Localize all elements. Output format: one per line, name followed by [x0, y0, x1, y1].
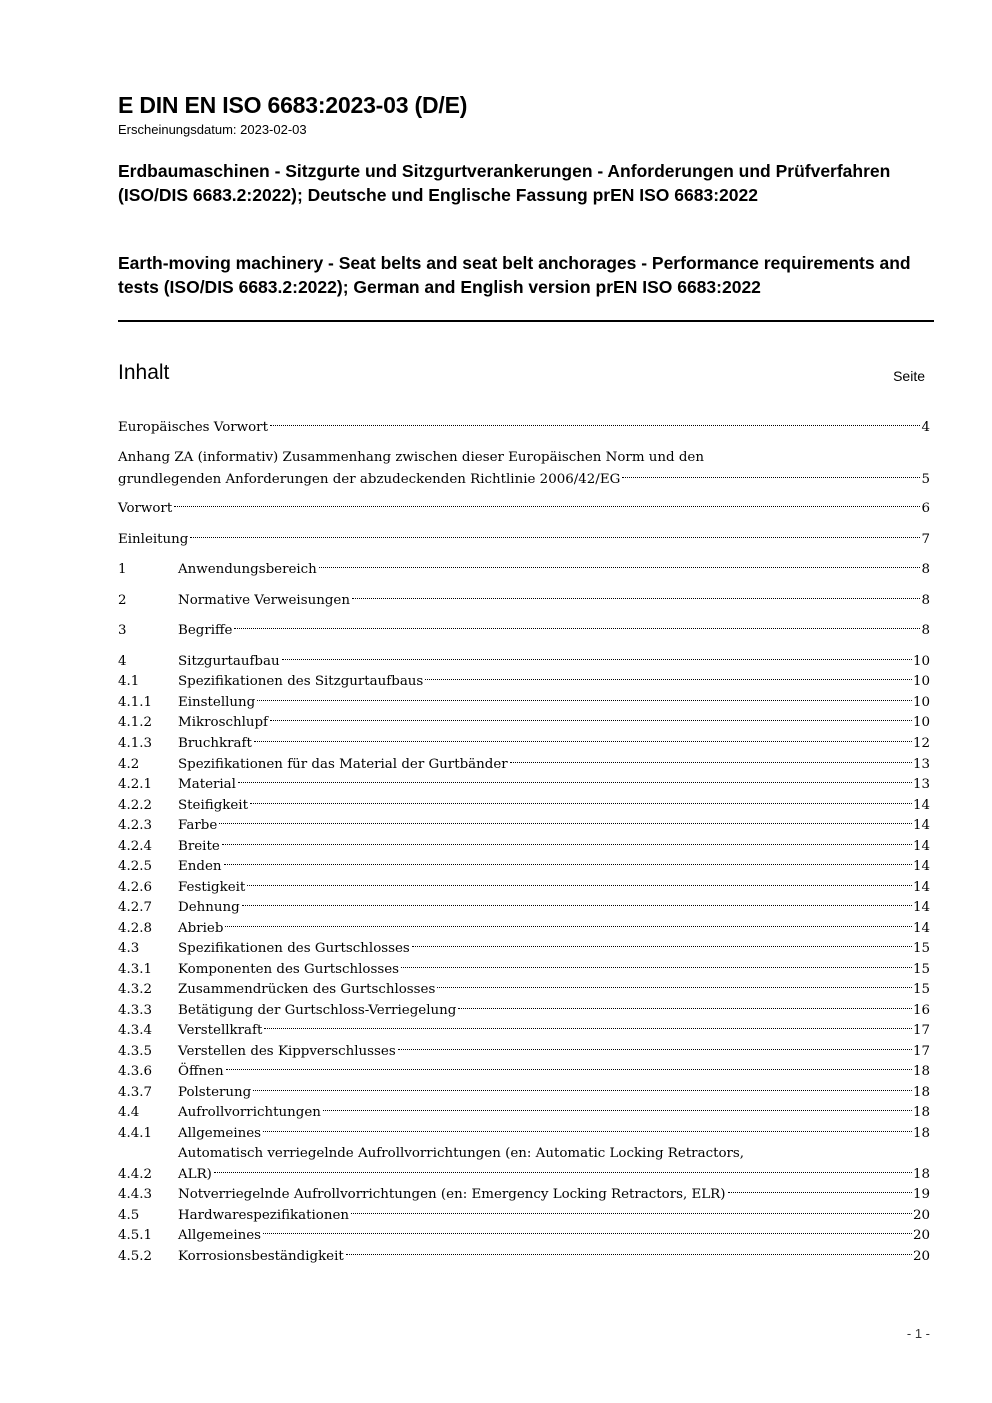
toc-entry-title: Polsterung — [178, 1085, 252, 1100]
toc-entry[interactable] — [118, 939, 930, 959]
toc-entry-number: 4.2.7 — [118, 900, 153, 915]
toc-dot-leader — [437, 987, 912, 988]
toc-dot-leader — [238, 782, 912, 783]
toc-entry[interactable] — [118, 980, 930, 1000]
toc-entry[interactable] — [118, 470, 930, 490]
toc-entry-number: 4.2 — [118, 757, 140, 772]
toc-dot-leader — [257, 700, 912, 701]
toc-entry-title: Bruchkraft — [178, 736, 252, 751]
toc-entry-number: 4.5 — [118, 1208, 140, 1223]
toc-dot-leader — [352, 598, 921, 599]
toc-entry-page: 14 — [912, 818, 930, 833]
toc-entry[interactable] — [118, 837, 930, 857]
toc-dot-leader — [401, 967, 912, 968]
table-of-contents — [118, 0, 930, 1403]
toc-entry-number: 4.3 — [118, 941, 140, 956]
toc-entry-title: Breite — [178, 839, 220, 854]
toc-entry-title: Mikroschlupf — [178, 715, 269, 730]
toc-entry-page: 20 — [912, 1228, 930, 1243]
toc-entry-title: Verstellkraft — [178, 1023, 263, 1038]
toc-entry-title: Notverriegelnde Aufrollvorrichtungen (en: Emergency Locking Retractors, ELR) — [178, 1187, 726, 1202]
toc-entry-number: 4.4.2 — [118, 1167, 153, 1182]
toc-entry-title: ALR) — [178, 1167, 212, 1182]
toc-entry-page: 18 — [912, 1064, 930, 1079]
toc-entry-page: 12 — [912, 736, 930, 751]
toc-entry-title: Material — [178, 777, 236, 792]
toc-dot-leader — [728, 1192, 912, 1193]
toc-dot-leader — [319, 567, 921, 568]
toc-entry-page: 18 — [912, 1085, 930, 1100]
toc-entry-title: Komponenten des Gurtschlosses — [178, 962, 400, 977]
toc-entry[interactable] — [118, 1226, 930, 1246]
toc-entry-page: 16 — [912, 1003, 930, 1018]
toc-page-column-heading: Seite — [893, 368, 925, 384]
toc-entry-number: 4.3.1 — [118, 962, 153, 977]
toc-entry[interactable] — [118, 418, 930, 438]
toc-entry-number: 1 — [118, 562, 127, 577]
toc-dot-leader — [253, 1090, 912, 1091]
toc-dot-leader — [190, 537, 920, 538]
toc-dot-leader — [242, 905, 912, 906]
toc-entry-page: 14 — [912, 798, 930, 813]
toc-entry-title: Anwendungsbereich — [178, 562, 317, 577]
toc-entry[interactable] — [118, 652, 930, 672]
toc-entry[interactable] — [118, 775, 930, 795]
toc-entry[interactable] — [118, 693, 930, 713]
toc-entry-page: 8 — [921, 593, 930, 608]
toc-entry-number: 4.4 — [118, 1105, 140, 1120]
toc-entry[interactable] — [118, 1185, 930, 1205]
toc-entry-page: 10 — [912, 695, 930, 710]
toc-entry-page: 20 — [912, 1208, 930, 1223]
toc-entry[interactable] — [118, 1062, 930, 1082]
toc-dot-leader — [351, 1213, 912, 1214]
toc-entry[interactable] — [118, 734, 930, 754]
toc-dot-leader — [270, 425, 921, 426]
toc-entry-title: Zusammendrücken des Gurtschlosses — [178, 982, 436, 997]
toc-dot-leader — [224, 864, 912, 865]
toc-entry-page: 17 — [912, 1044, 930, 1059]
toc-entry-page: 10 — [912, 674, 930, 689]
toc-entry[interactable] — [118, 1247, 930, 1267]
toc-entry[interactable] — [118, 1042, 930, 1062]
toc-entry-page: 13 — [912, 777, 930, 792]
toc-entry-title: Sitzgurtaufbau — [178, 654, 280, 669]
title-german: Erdbaumaschinen - Sitzgurte und Sitzgurtverankerungen - Anforderungen und Prüfverfahren (ISO/DIS 6683.2:2022); Deutsche und Englische Fassung prEN ISO 6683:2022 — [118, 161, 891, 205]
toc-entry[interactable] — [118, 878, 930, 898]
toc-entry[interactable] — [118, 560, 930, 580]
toc-entry[interactable] — [118, 1124, 930, 1144]
publication-date: Erscheinungsdatum: 2023-02-03 — [118, 122, 307, 137]
toc-entry-number: 4.2.5 — [118, 859, 153, 874]
toc-entry[interactable] — [118, 1206, 930, 1226]
toc-entry-number: 4.3.4 — [118, 1023, 153, 1038]
toc-entry-page: 7 — [921, 532, 930, 547]
toc-entry-page: 14 — [912, 839, 930, 854]
toc-entry-number: 3 — [118, 623, 127, 638]
toc-entry-page: 14 — [912, 859, 930, 874]
toc-entry-number: 4.2.4 — [118, 839, 153, 854]
toc-dot-leader — [254, 741, 912, 742]
toc-dot-leader — [270, 720, 912, 721]
toc-entry-title: Enden — [178, 859, 222, 874]
toc-entry-title: Spezifikationen für das Material der Gurtbänder — [178, 757, 508, 772]
toc-entry-page: 15 — [912, 982, 930, 997]
toc-entry-title: Aufrollvorrichtungen — [178, 1105, 321, 1120]
toc-entry-title: grundlegenden Anforderungen der abzudeckenden Richtlinie 2006/42/EG — [118, 472, 621, 487]
toc-entry-page: 10 — [912, 654, 930, 669]
toc-entry-page: 15 — [912, 941, 930, 956]
toc-entry-title: Festigkeit — [178, 880, 246, 895]
toc-entry-title: Betätigung der Gurtschloss-Verriegelung — [178, 1003, 457, 1018]
toc-entry-title: Dehnung — [178, 900, 240, 915]
toc-entry[interactable] — [118, 919, 930, 939]
toc-entry-title-line1: Anhang ZA (informativ) Zusammenhang zwischen dieser Europäischen Norm und den — [118, 450, 704, 465]
toc-entry[interactable] — [118, 591, 930, 611]
toc-entry[interactable] — [118, 1103, 930, 1123]
toc-entry[interactable] — [118, 621, 930, 641]
toc-entry-number: 4.4.3 — [118, 1187, 153, 1202]
toc-entry-title: Steifigkeit — [178, 798, 248, 813]
toc-dot-leader — [425, 679, 912, 680]
toc-entry-title: Verstellen des Kippverschlusses — [178, 1044, 396, 1059]
toc-entry[interactable] — [118, 530, 930, 550]
toc-heading: Inhalt — [118, 361, 170, 384]
toc-entry-title: Farbe — [178, 818, 218, 833]
toc-entry-title-line1: Automatisch verriegelnde Aufrollvorrichtungen (en: Automatic Locking Retractors, — [178, 1146, 745, 1161]
toc-entry-title: Europäisches Vorwort — [118, 420, 268, 435]
toc-entry-page: 8 — [921, 623, 930, 638]
toc-entry-page: 14 — [912, 921, 930, 936]
toc-dot-leader — [346, 1254, 912, 1255]
toc-entry[interactable] — [118, 1165, 930, 1185]
toc-dot-leader — [264, 1028, 912, 1029]
toc-entry-page: 14 — [912, 880, 930, 895]
toc-dot-leader — [622, 477, 920, 478]
toc-dot-leader — [412, 946, 912, 947]
toc-entry[interactable] — [118, 898, 930, 918]
toc-entry-page: 15 — [912, 962, 930, 977]
toc-entry-page: 8 — [921, 562, 930, 577]
toc-entry-page: 13 — [912, 757, 930, 772]
toc-entry-number: 4.2.1 — [118, 777, 153, 792]
toc-entry-number: 4.5.1 — [118, 1228, 153, 1243]
toc-dot-leader — [263, 1233, 912, 1234]
toc-dot-leader — [214, 1172, 912, 1173]
toc-dot-leader — [282, 659, 912, 660]
toc-entry-number: 4.3.2 — [118, 982, 153, 997]
toc-entry-title: Korrosionsbeständigkeit — [178, 1249, 344, 1264]
toc-entry-number: 4.2.8 — [118, 921, 153, 936]
toc-entry-page: 17 — [912, 1023, 930, 1038]
toc-entry-page: 19 — [912, 1187, 930, 1202]
toc-entry-number: 4.2.3 — [118, 818, 153, 833]
toc-entry-number: 4.2.2 — [118, 798, 153, 813]
toc-entry-page: 14 — [912, 900, 930, 915]
toc-entry[interactable] — [118, 960, 930, 980]
toc-entry-title: Einstellung — [178, 695, 256, 710]
toc-dot-leader — [458, 1008, 912, 1009]
toc-entry-page: 6 — [921, 501, 930, 516]
toc-entry[interactable] — [118, 1083, 930, 1103]
toc-entry-title: Begriffe — [178, 623, 233, 638]
toc-entry-title: Allgemeines — [178, 1126, 262, 1141]
toc-entry-page: 4 — [921, 420, 930, 435]
toc-entry-title: Normative Verweisungen — [178, 593, 350, 608]
toc-entry-page: 18 — [912, 1105, 930, 1120]
toc-entry[interactable] — [118, 857, 930, 877]
toc-dot-leader — [226, 1069, 912, 1070]
toc-entry-page: 18 — [912, 1167, 930, 1182]
toc-entry[interactable] — [118, 672, 930, 692]
toc-entry-page: 18 — [912, 1126, 930, 1141]
toc-entry-number: 4.1.3 — [118, 736, 153, 751]
toc-entry-number: 4.1 — [118, 674, 140, 689]
toc-dot-leader — [263, 1131, 912, 1132]
toc-dot-leader — [234, 628, 920, 629]
title-english: Earth-moving machinery - Seat belts and seat belt anchorages - Performance requirements and tests (ISO/DIS 6683.2:2022); German and English version prEN ISO 6683:2022 — [118, 253, 911, 297]
toc-entry-number: 4.2.6 — [118, 880, 153, 895]
toc-entry-title: Einleitung — [118, 532, 189, 547]
toc-entry[interactable] — [118, 713, 930, 733]
toc-entry-title: Abrieb — [178, 921, 224, 936]
toc-entry-title: Spezifikationen des Gurtschlosses — [178, 941, 410, 956]
toc-entry-title: Spezifikationen des Sitzgurtaufbaus — [178, 674, 424, 689]
toc-dot-leader — [219, 823, 912, 824]
toc-entry-number: 4.5.2 — [118, 1249, 153, 1264]
toc-dot-leader — [222, 844, 912, 845]
toc-entry[interactable] — [118, 499, 930, 519]
toc-dot-leader — [323, 1110, 912, 1111]
toc-entry-number: 4.3.5 — [118, 1044, 153, 1059]
toc-entry-page: 10 — [912, 715, 930, 730]
toc-entry-number: 4.3.6 — [118, 1064, 153, 1079]
toc-entry-title: Allgemeines — [178, 1228, 262, 1243]
toc-dot-leader — [510, 762, 912, 763]
toc-entry-title: Vorwort — [118, 501, 173, 516]
toc-entry[interactable] — [118, 1001, 930, 1021]
page-number: - 1 - — [906, 1326, 930, 1341]
toc-entry[interactable] — [118, 816, 930, 836]
toc-entry-page: 20 — [912, 1249, 930, 1264]
toc-entry-number: 4.1.2 — [118, 715, 153, 730]
toc-dot-leader — [398, 1049, 912, 1050]
toc-entry-number: 2 — [118, 593, 127, 608]
toc-entry-title: Öffnen — [178, 1064, 224, 1079]
toc-entry[interactable] — [118, 1021, 930, 1041]
toc-dot-leader — [174, 506, 920, 507]
toc-dot-leader — [225, 926, 912, 927]
toc-entry-number: 4.1.1 — [118, 695, 153, 710]
toc-entry-number: 4 — [118, 654, 127, 669]
toc-entry-title: Hardwarespezifikationen — [178, 1208, 350, 1223]
toc-entry-number: 4.4.1 — [118, 1126, 153, 1141]
toc-entry[interactable] — [118, 755, 930, 775]
toc-dot-leader — [250, 803, 912, 804]
toc-dot-leader — [247, 885, 912, 886]
toc-entry-number: 4.3.7 — [118, 1085, 153, 1100]
toc-entry-page: 5 — [921, 472, 930, 487]
toc-entry-number: 4.3.3 — [118, 1003, 153, 1018]
toc-entry[interactable] — [118, 796, 930, 816]
document-id: E DIN EN ISO 6683:2023-03 (D/E) — [118, 92, 468, 118]
